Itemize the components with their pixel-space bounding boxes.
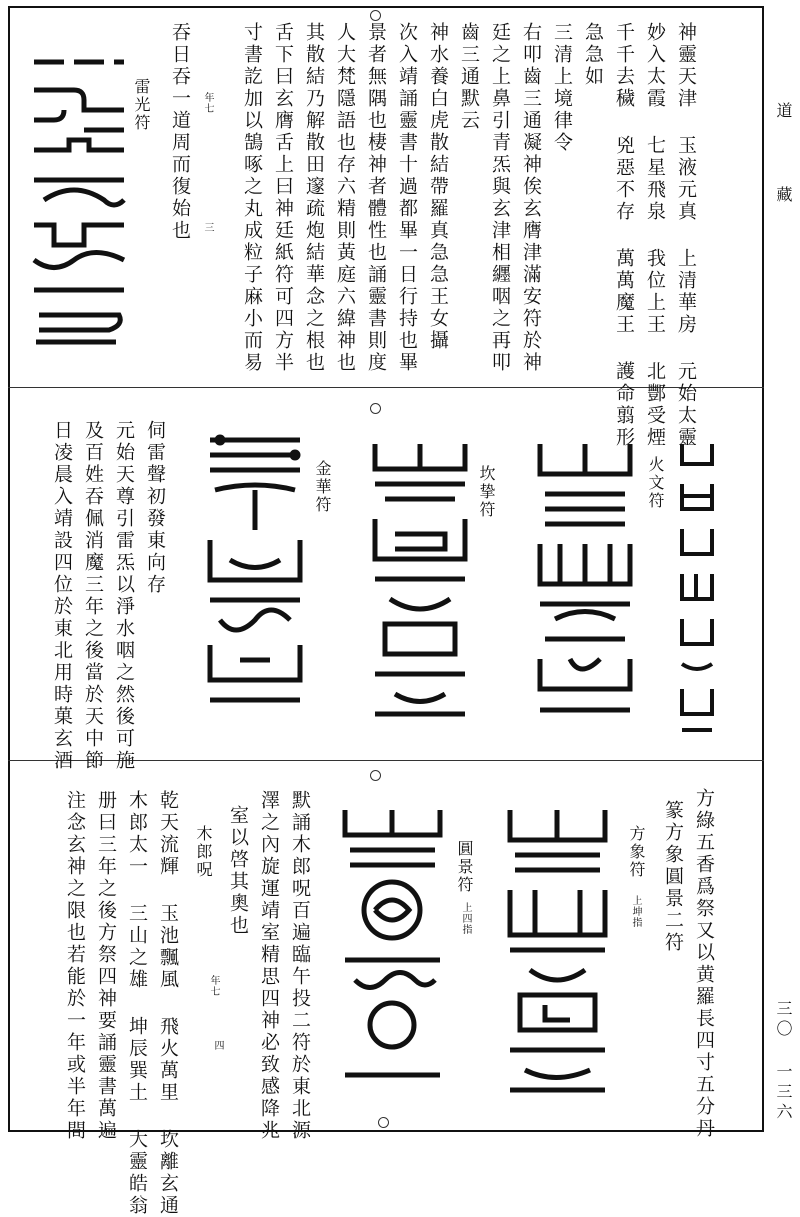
annotation-note: 上四指: [460, 902, 471, 935]
annotation-note: 年七: [208, 975, 219, 997]
text-column: 妙入太霞 七星飛泉 我位上王 北酆受煙: [644, 22, 666, 449]
text-column: 篆方象圓景二符: [662, 800, 684, 954]
margin-title-a: 道: [774, 102, 793, 122]
talisman-label: 方象符: [627, 825, 646, 879]
round-image-talisman: [335, 800, 450, 1090]
fire-text-talisman-a: [676, 434, 718, 740]
text-column: 神靈天津 玉液元真 上清華房 元始太靈: [675, 22, 697, 449]
text-column: 舌下曰玄膺舌上曰神廷紙符可四方半: [272, 22, 294, 374]
annotation-note: 四: [212, 1040, 223, 1051]
talisman-label: 金華符: [313, 460, 332, 514]
kan-pillar-talisman: [365, 434, 475, 724]
margin-title-b: 藏: [774, 186, 793, 206]
text-column: 齒三通默云: [458, 22, 480, 132]
annotation-note: 上坤指: [630, 895, 641, 928]
text-column: 及百姓吞佩消魔三年之後當於天中節: [82, 420, 104, 772]
text-column: 册曰三年之後方祭四神要誦靈書萬遍: [95, 790, 117, 1142]
text-column: 人大梵隱語也存六精則黃庭六緯神也: [334, 22, 356, 374]
text-column: 其散結乃解散田邃疏炮結華念之根也: [303, 22, 325, 374]
text-column: 廷之上鼻引青炁與玄津相纒咽之再叩: [489, 22, 511, 374]
text-column: 三清上境律令: [551, 22, 573, 154]
text-column: 木郎呪: [194, 825, 213, 879]
circle-mark: [370, 403, 381, 414]
text-column: 神水養白虎散結帶羅真急急王女攝: [427, 22, 449, 352]
circle-mark: [378, 1117, 389, 1128]
talisman-label: 火文符: [646, 456, 665, 510]
text-column: 方綠五香爲祭又以黄羅長四寸五分丹: [693, 788, 715, 1140]
annotation-note: 年七: [202, 92, 213, 114]
text-column: 急急如: [582, 22, 604, 88]
text-column: 木郎太一 三山之雄 坤辰巽土 大靈皓翁: [126, 790, 148, 1217]
text-column: 澤之內旋運靖室精思四神必致感降兆: [258, 790, 280, 1142]
text-column: 千千去穢 兇惡不存 萬萬魔王 護命翦形: [613, 22, 635, 449]
text-column: 伺雷聲初發東向存: [144, 420, 166, 596]
text-column: 室以啓其奧也: [227, 805, 249, 937]
circle-mark: [370, 10, 381, 21]
annotation-note: 三: [202, 222, 213, 233]
talisman-label: 雷光符: [132, 78, 151, 132]
text-column: 默誦木郎呪百遍臨午投二符於東北源: [289, 790, 311, 1142]
text-column: 寸書訖加以鵠啄之丸成粒子麻小而易: [241, 22, 263, 374]
circle-mark: [370, 770, 381, 781]
text-column: 元始天尊引雷炁以淨水咽之然後可施: [113, 420, 135, 772]
text-column: 日凌晨入靖設四位於東北用時菓玄酒: [51, 420, 73, 772]
text-column: 景者無隅也棲神者體性也誦靈書則度: [365, 22, 387, 374]
text-column: 右叩齒三通凝神俟玄膺津滿安符於神: [520, 22, 542, 374]
talisman-label: 圓景符: [455, 840, 474, 894]
text-column: 次入靖誦靈書十過都畢一日行持也畢: [396, 22, 418, 374]
fire-text-talisman-b: [530, 434, 640, 720]
text-column: 吞日吞一道周而復始也: [169, 22, 191, 242]
text-column: 乾天流輝 玉池飄風 飛火萬里 坎離玄通: [157, 790, 179, 1217]
metal-flower-talisman: [200, 430, 310, 710]
talisman-label: 坎挚符: [477, 465, 496, 519]
text-column: 注念玄神之限也若能於一年或半年間: [64, 790, 86, 1142]
square-image-talisman: [500, 800, 615, 1100]
page-number: 三〇 一三六: [774, 1000, 793, 1123]
thunder-light-talisman: [24, 50, 132, 350]
